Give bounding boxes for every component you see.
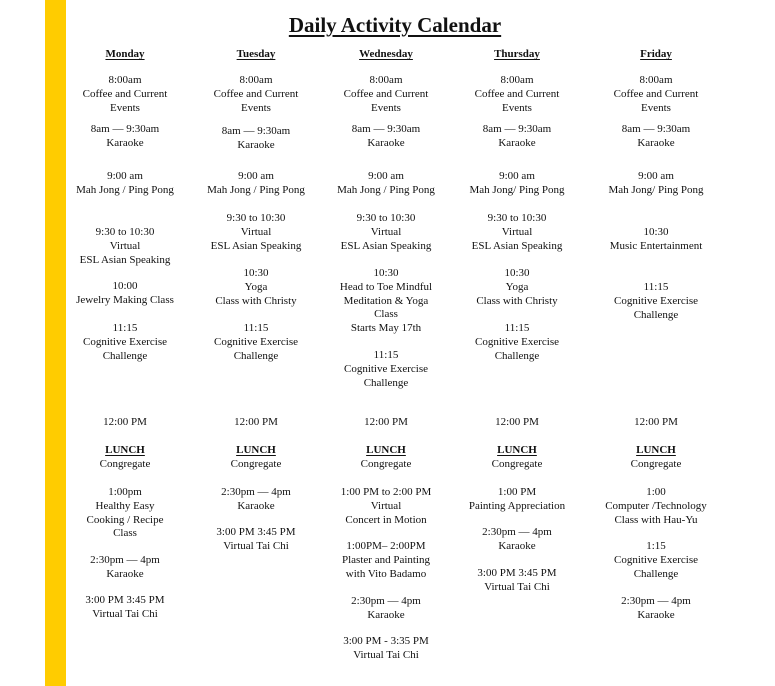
event-line: Events xyxy=(502,101,532,114)
event-line: Mah Jong / Ping Pong xyxy=(76,183,174,196)
event-line: Cognitive Exercise xyxy=(613,553,698,566)
event-block xyxy=(50,123,200,151)
event-line: Virtual xyxy=(240,225,272,238)
event-block xyxy=(50,74,200,115)
event-line: Coffee and Current xyxy=(82,87,168,100)
event-line: 12:00 PM xyxy=(495,416,539,428)
event-line: Mah Jong/ Ping Pong xyxy=(608,183,704,196)
event-block xyxy=(581,540,731,581)
event-line: 1:00 PM to 2:00 PM xyxy=(340,486,432,498)
event-line: Virtual Tai Chi xyxy=(353,648,419,661)
event-line: ESL Asian Speaking xyxy=(79,253,171,266)
event-line: Meditation & Yoga xyxy=(343,294,429,307)
event-line: Healthy Easy xyxy=(95,499,155,512)
event-line: 10:30 xyxy=(504,267,530,279)
event-line: 9:00 am xyxy=(238,170,274,182)
event-block xyxy=(581,486,731,527)
event-line: 8am — 9:30am xyxy=(621,123,691,135)
event-line: 9:30 to 10:30 xyxy=(356,212,416,224)
day-heading: Thursday xyxy=(494,48,540,60)
event-line: 10:30 xyxy=(243,267,269,279)
event-line: 3:00 PM 3:45 PM xyxy=(477,567,557,579)
event-line: Karaoke xyxy=(367,608,405,621)
event-line: Challenge xyxy=(633,308,679,321)
event-block xyxy=(311,267,461,336)
event-line: Cognitive Exercise xyxy=(343,362,428,375)
event-line: Computer /Technology xyxy=(605,499,707,512)
event-line: with Vito Badamo xyxy=(345,567,427,580)
event-line: Congregate xyxy=(491,457,543,470)
event-block xyxy=(311,595,461,623)
event-block xyxy=(50,416,200,430)
lunch-label: LUNCH xyxy=(236,444,276,456)
event-line: Karaoke xyxy=(237,499,275,512)
event-block xyxy=(50,594,200,622)
event-line: 1:00 PM xyxy=(497,486,537,498)
event-block xyxy=(311,123,461,151)
event-block xyxy=(442,212,592,253)
event-block xyxy=(581,170,731,198)
event-block xyxy=(442,267,592,308)
event-line: 8:00am xyxy=(108,74,142,86)
event-line: 2:30pm — 4pm xyxy=(351,595,421,607)
event-line: Virtual Tai Chi xyxy=(92,607,158,620)
event-block xyxy=(50,486,200,541)
event-line: 9:00 am xyxy=(499,170,535,182)
event-block xyxy=(50,170,200,198)
event-line: 1:15 xyxy=(646,540,666,552)
event-line: Cognitive Exercise xyxy=(474,335,559,348)
lunch-block xyxy=(442,444,592,472)
event-line: Virtual xyxy=(370,499,402,512)
event-line: 11:15 xyxy=(504,322,530,334)
event-line: ESL Asian Speaking xyxy=(471,239,563,252)
event-block xyxy=(581,416,731,430)
event-block xyxy=(311,349,461,390)
day-heading: Tuesday xyxy=(236,48,276,60)
event-line: Karaoke xyxy=(498,539,536,552)
event-line: 11:15 xyxy=(643,281,669,293)
lunch-label: LUNCH xyxy=(497,444,537,456)
event-line: Challenge xyxy=(102,349,148,362)
lunch-label: LUNCH xyxy=(636,444,676,456)
event-line: Virtual Tai Chi xyxy=(484,580,550,593)
event-block xyxy=(50,554,200,582)
event-line: 2:30pm — 4pm xyxy=(621,595,691,607)
event-line: 8am — 9:30am xyxy=(482,123,552,135)
day-column-wednesday xyxy=(311,46,461,661)
event-block xyxy=(442,416,592,430)
event-line: Events xyxy=(110,101,140,114)
event-line: 10:00 xyxy=(112,280,138,292)
event-line: Congregate xyxy=(99,457,151,470)
event-line: Congregate xyxy=(630,457,682,470)
event-line: Starts May 17th xyxy=(350,322,422,335)
event-line: 11:15 xyxy=(243,322,269,334)
event-line: 8:00am xyxy=(500,74,534,86)
event-line: 8am — 9:30am xyxy=(90,123,160,135)
event-line: 9:00 am xyxy=(368,170,404,182)
event-line: Karaoke xyxy=(237,138,275,151)
event-block xyxy=(50,280,200,308)
event-line: 12:00 PM xyxy=(364,416,408,428)
event-line: Class with Hau-Yu xyxy=(614,513,698,526)
event-block xyxy=(581,74,731,115)
event-line: 10:30 xyxy=(643,226,669,238)
event-line: Head to Toe Mindful xyxy=(339,280,433,293)
event-block xyxy=(181,170,331,198)
event-line: Karaoke xyxy=(498,136,536,149)
event-line: 11:15 xyxy=(112,322,138,334)
event-line: Challenge xyxy=(494,349,540,362)
event-line: 9:00 am xyxy=(638,170,674,182)
event-block xyxy=(50,322,200,363)
event-line: Events xyxy=(371,101,401,114)
event-line: Mah Jong / Ping Pong xyxy=(337,183,435,196)
event-block xyxy=(442,526,592,554)
event-line: 9:30 to 10:30 xyxy=(95,226,155,238)
event-block xyxy=(311,212,461,253)
event-line: 1:00PM– 2:00PM xyxy=(346,540,426,552)
event-line: Cooking / Recipe xyxy=(86,513,164,526)
event-line: 9:30 to 10:30 xyxy=(226,212,286,224)
event-line: 2:30pm — 4pm xyxy=(90,554,160,566)
event-block xyxy=(311,540,461,581)
event-block xyxy=(311,486,461,527)
day-column-friday xyxy=(581,46,731,621)
event-block xyxy=(181,267,331,308)
day-column-monday xyxy=(50,46,200,620)
event-line: 8:00am xyxy=(239,74,273,86)
event-block xyxy=(442,123,592,151)
event-line: 9:00 am xyxy=(107,170,143,182)
event-block xyxy=(581,123,731,151)
event-line: ESL Asian Speaking xyxy=(210,239,302,252)
page-title: Daily Activity Calendar xyxy=(288,13,502,37)
lunch-label: LUNCH xyxy=(366,444,406,456)
lunch-block xyxy=(581,444,731,472)
event-line: 8am — 9:30am xyxy=(221,125,291,137)
event-block xyxy=(311,74,461,115)
event-line: Coffee and Current xyxy=(474,87,560,100)
event-line: 2:30pm — 4pm xyxy=(221,486,291,498)
event-line: Coffee and Current xyxy=(613,87,699,100)
event-line: Concert in Motion xyxy=(345,513,427,526)
event-line: Class with Christy xyxy=(215,294,297,307)
lunch-label: LUNCH xyxy=(105,444,145,456)
event-block xyxy=(181,212,331,253)
lunch-block xyxy=(181,444,331,472)
event-line: Virtual Tai Chi xyxy=(223,539,289,552)
event-line: Challenge xyxy=(633,567,679,580)
event-block xyxy=(581,281,731,322)
event-line: Jewelry Making Class xyxy=(76,293,174,306)
event-line: 3:00 PM 3:45 PM xyxy=(216,526,296,538)
event-block xyxy=(442,74,592,115)
event-block xyxy=(311,416,461,430)
event-line: Karaoke xyxy=(637,608,675,621)
event-line: Cognitive Exercise xyxy=(213,335,298,348)
event-block xyxy=(442,322,592,363)
event-line: Cognitive Exercise xyxy=(613,294,698,307)
event-line: Class with Christy xyxy=(476,294,558,307)
event-block xyxy=(581,595,731,623)
event-line: Events xyxy=(641,101,671,114)
event-line: Karaoke xyxy=(106,136,144,149)
day-heading: Monday xyxy=(105,48,145,60)
event-line: Virtual xyxy=(109,239,141,252)
event-line: Karaoke xyxy=(367,136,405,149)
event-line: Mah Jong / Ping Pong xyxy=(207,183,305,196)
event-line: Painting Appreciation xyxy=(468,499,566,512)
day-heading: Wednesday xyxy=(359,48,413,60)
lunch-block xyxy=(50,444,200,472)
event-block xyxy=(50,226,200,267)
event-line: 2:30pm — 4pm xyxy=(482,526,552,538)
event-line: Challenge xyxy=(233,349,279,362)
day-column-tuesday xyxy=(181,46,331,552)
event-block xyxy=(181,486,331,514)
event-block xyxy=(442,486,592,514)
event-line: 3:00 PM - 3:35 PM xyxy=(343,635,429,647)
event-block xyxy=(181,74,331,115)
event-line: Coffee and Current xyxy=(343,87,429,100)
event-line: 12:00 PM xyxy=(634,416,678,428)
event-line: 1:00 xyxy=(646,486,666,498)
event-line: Music Entertainment xyxy=(609,239,703,252)
event-block xyxy=(181,322,331,363)
event-line: Congregate xyxy=(230,457,282,470)
event-line: 12:00 PM xyxy=(234,416,278,428)
event-line: Yoga xyxy=(505,280,529,293)
event-block xyxy=(311,170,461,198)
event-line: Mah Jong/ Ping Pong xyxy=(469,183,565,196)
event-line: Karaoke xyxy=(106,567,144,580)
event-line: 3:00 PM 3:45 PM xyxy=(85,594,165,606)
event-line: Challenge xyxy=(363,376,409,389)
event-line: Plaster and Painting xyxy=(342,553,430,566)
event-block xyxy=(581,226,731,254)
event-block xyxy=(181,526,331,554)
event-block xyxy=(181,416,331,430)
event-line: Class xyxy=(374,308,398,321)
event-line: 9:30 to 10:30 xyxy=(487,212,547,224)
event-line: Coffee and Current xyxy=(213,87,299,100)
event-line: Virtual xyxy=(501,225,533,238)
event-block xyxy=(181,125,331,153)
day-column-thursday xyxy=(442,46,592,593)
event-line: 1:00pm xyxy=(108,486,142,498)
event-line: 8am — 9:30am xyxy=(351,123,421,135)
event-line: 11:15 xyxy=(373,349,399,361)
day-heading: Friday xyxy=(640,48,672,60)
event-block xyxy=(442,170,592,198)
event-line: Class xyxy=(113,527,137,540)
event-block xyxy=(442,567,592,595)
event-line: ESL Asian Speaking xyxy=(340,239,432,252)
event-line: Yoga xyxy=(244,280,268,293)
event-line: Congregate xyxy=(360,457,412,470)
event-block xyxy=(311,635,461,663)
lunch-block xyxy=(311,444,461,472)
event-line: Events xyxy=(241,101,271,114)
event-line: 8:00am xyxy=(639,74,673,86)
event-line: 10:30 xyxy=(373,267,399,279)
event-line: Cognitive Exercise xyxy=(82,335,167,348)
event-line: Karaoke xyxy=(637,136,675,149)
event-line: 8:00am xyxy=(369,74,403,86)
event-line: 12:00 PM xyxy=(103,416,147,428)
event-line: Virtual xyxy=(370,225,402,238)
